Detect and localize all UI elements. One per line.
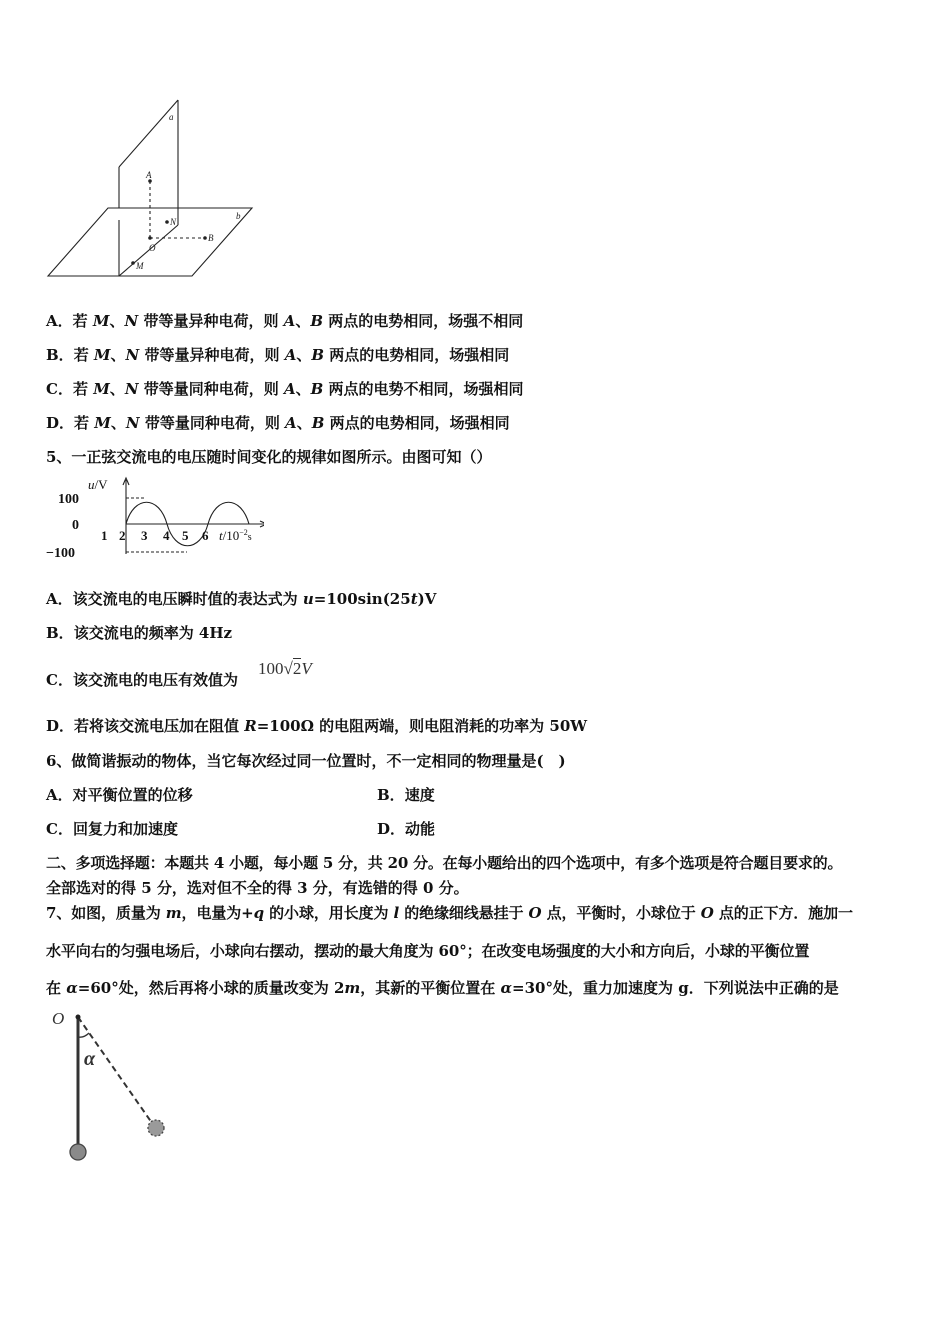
- label-O: O: [149, 243, 156, 253]
- q7-text: 点的正下方．施加一: [713, 904, 853, 922]
- symbol-m: M: [94, 414, 111, 432]
- option-text: 若: [73, 346, 94, 364]
- x-tick-4: 4: [163, 528, 170, 543]
- option-letter: C．: [46, 671, 73, 689]
- symbol-b: B: [311, 346, 325, 364]
- plane-a-diagonal-top: [119, 100, 178, 167]
- x-tick-1: 1: [101, 528, 108, 543]
- symbol-n: N: [125, 414, 140, 432]
- q5-stem: 5、一正弦交流电的电压随时间变化的规律如图所示。由图可知（）: [46, 448, 492, 466]
- formula-text: =100sin(25: [313, 590, 411, 608]
- symbol-o: O: [528, 904, 542, 922]
- q7-text: 点，平衡时，小球位于: [541, 904, 701, 922]
- symbol-l: l: [393, 904, 400, 922]
- option-text: 、: [110, 414, 126, 432]
- q7-text: =30°处，重力加速度为 g．下列说法中正确的是: [512, 979, 839, 997]
- symbol-n: N: [124, 380, 139, 398]
- y-axis-label: u/V: [88, 477, 108, 492]
- q7-text: =60°处，然后再将小球的质量改变为 2: [77, 979, 345, 997]
- sqrt-sign: √: [283, 659, 293, 678]
- q4-option-b[interactable]: [46, 345, 509, 365]
- option-text: 该交流电的频率为 4Hz: [73, 624, 233, 642]
- formula-rms: [258, 658, 312, 680]
- option-text: 、: [109, 312, 125, 330]
- y-tick-0: 0: [72, 518, 79, 533]
- q7-text: 7、如图，质量为: [46, 904, 166, 922]
- x-tick-5: 5: [182, 528, 189, 543]
- option-letter: D．: [46, 414, 75, 432]
- option-text: 、: [110, 346, 126, 364]
- symbol-b: B: [310, 312, 324, 330]
- section2-heading-line2: 全部选对的得 5 分，选对但不全的得 3 分，有选错的得 0 分。: [46, 879, 469, 897]
- symbol-a: A: [283, 380, 296, 398]
- option-text: 、: [296, 346, 312, 364]
- section2-heading-line1: 二、多项选择题：本题共 4 小题，每小题 5 分，共 20 分。在每小题给出的四个选项中，有多个选项是符合题目要求的。: [46, 854, 843, 872]
- deflected-string: [78, 1017, 152, 1123]
- q7-text: 的绝缘细线悬挂于: [399, 904, 529, 922]
- formula-text: )V: [417, 590, 437, 608]
- x-axis-label: $t/10^{-2}_s$: [219, 528, 252, 543]
- symbol-a: A: [285, 414, 297, 432]
- point-o: [148, 236, 152, 240]
- symbol-u: u: [302, 590, 314, 608]
- symbol-m: m: [344, 979, 361, 997]
- symbol-q: q: [253, 904, 265, 922]
- label-b-lower: b: [236, 211, 241, 221]
- option-text: 速度: [404, 786, 435, 804]
- option-text: 、: [109, 380, 125, 398]
- q7-stem-line2: 水平向右的匀强电场后，小球向右摆动，摆动的最大角度为 60°；在改变电场强度的大小和方向后，小球的平衡位置: [46, 942, 810, 960]
- option-text: 若: [72, 312, 93, 330]
- q7-stem-line3: [46, 978, 839, 998]
- symbol-m: m: [165, 904, 182, 922]
- option-text: 两点的电势相同，场强相同: [324, 346, 510, 364]
- option-text: 、: [295, 380, 311, 398]
- option-letter: D．: [377, 820, 406, 838]
- symbol-a: A: [284, 346, 297, 364]
- y-tick-100: 100: [58, 492, 79, 507]
- option-text: 带等量异种电荷，则: [139, 346, 285, 364]
- q7-text: ，其新的平衡位置在: [360, 979, 501, 997]
- option-text: 该交流电的电压瞬时值的表达式为: [72, 590, 303, 608]
- option-text: 、: [296, 414, 312, 432]
- symbol-n: N: [124, 312, 139, 330]
- symbol-alpha: α: [66, 979, 78, 997]
- option-text: 两点的电势不相同，场强相同: [323, 380, 524, 398]
- symbol-b: B: [311, 414, 325, 432]
- q4-option-c[interactable]: [46, 379, 524, 399]
- option-letter: A．: [46, 590, 73, 608]
- label-B: B: [208, 233, 214, 243]
- q4-option-d[interactable]: [46, 413, 510, 433]
- symbol-b: B: [310, 380, 324, 398]
- formula-unit: V: [301, 659, 312, 678]
- symbol-a: A: [283, 312, 296, 330]
- option-text: 若: [74, 414, 95, 432]
- point-n: [165, 220, 169, 224]
- ball-equilibrium: [70, 1144, 86, 1160]
- q6-option-b[interactable]: [377, 785, 435, 805]
- label-A: A: [146, 170, 152, 180]
- label-alpha: α: [84, 1048, 96, 1070]
- option-letter: C．: [46, 820, 73, 838]
- symbol-r: R: [244, 717, 257, 735]
- y-tick-neg100: −100: [46, 546, 75, 561]
- label-N: N: [170, 217, 177, 227]
- planes-figure: [40, 95, 265, 285]
- option-text: 回复力和加速度: [72, 820, 178, 838]
- option-letter: B．: [377, 786, 405, 804]
- q6-option-d[interactable]: [377, 819, 435, 839]
- symbol-o: O: [700, 904, 714, 922]
- q6-option-a[interactable]: [46, 785, 193, 805]
- q5-option-c[interactable]: [46, 670, 238, 690]
- pivot-point: [76, 1015, 81, 1020]
- option-text: 若: [72, 380, 94, 398]
- angle-arc: [78, 1033, 89, 1037]
- option-text: 两点的电势相同，场强不相同: [323, 312, 524, 330]
- option-letter: D．: [46, 717, 75, 735]
- q4-option-a[interactable]: [46, 311, 523, 331]
- label-a-lower: a: [169, 112, 174, 122]
- symbol-m: M: [93, 380, 110, 398]
- point-b: [203, 236, 207, 240]
- ball-deflected: [148, 1120, 164, 1136]
- option-text: 对平衡位置的位移: [72, 786, 193, 804]
- formula-text: =100Ω: [256, 717, 314, 735]
- x-tick-6: 6: [202, 528, 209, 543]
- symbol-m: M: [93, 346, 111, 364]
- option-text: 、: [295, 312, 311, 330]
- option-text: 该交流电的电压有效值为: [72, 671, 238, 689]
- q5-option-a[interactable]: [46, 589, 436, 609]
- option-text: 若将该交流电压加在阻值: [74, 717, 245, 735]
- label-M: M: [136, 261, 144, 271]
- option-text: 动能: [405, 820, 436, 838]
- x-tick-2: 2: [119, 528, 126, 543]
- sine-wave-graph: [44, 472, 264, 562]
- point-m: [131, 261, 135, 265]
- option-letter: B．: [46, 346, 74, 364]
- option-text: 两点的电势相同，场强相同: [324, 414, 510, 432]
- symbol-alpha: α: [500, 979, 513, 997]
- q7-stem-line1: [46, 903, 853, 923]
- option-letter: C．: [46, 380, 73, 398]
- q7-text: ，电量为+: [181, 904, 254, 922]
- q7-text: 在: [46, 979, 67, 997]
- option-text: 带等量同种电荷，则: [138, 380, 284, 398]
- option-letter: A．: [46, 786, 73, 804]
- symbol-n: N: [125, 346, 140, 364]
- q6-option-c[interactable]: [46, 819, 178, 839]
- q7-text: 的小球，用长度为: [264, 904, 394, 922]
- label-o: O: [52, 1009, 65, 1028]
- option-letter: B．: [46, 624, 74, 642]
- symbol-t: t: [410, 590, 418, 608]
- pendulum-figure: [44, 1005, 184, 1170]
- q5-option-b[interactable]: [46, 623, 232, 643]
- option-text: 的电阻两端，则电阻消耗的功率为 50W: [313, 717, 588, 735]
- q6-stem: 6、做简谐振动的物体，当它每次经过同一位置时，不一定相同的物理量是( ): [46, 752, 566, 770]
- formula-number: 100: [258, 659, 284, 678]
- option-text: 带等量同种电荷，则: [139, 414, 286, 432]
- option-text: 带等量异种电荷，则: [138, 312, 284, 330]
- formula-radicand: 2: [292, 659, 302, 678]
- x-tick-3: 3: [141, 528, 148, 543]
- q5-option-d[interactable]: [46, 716, 587, 736]
- symbol-m: M: [92, 312, 110, 330]
- option-letter: A．: [46, 312, 73, 330]
